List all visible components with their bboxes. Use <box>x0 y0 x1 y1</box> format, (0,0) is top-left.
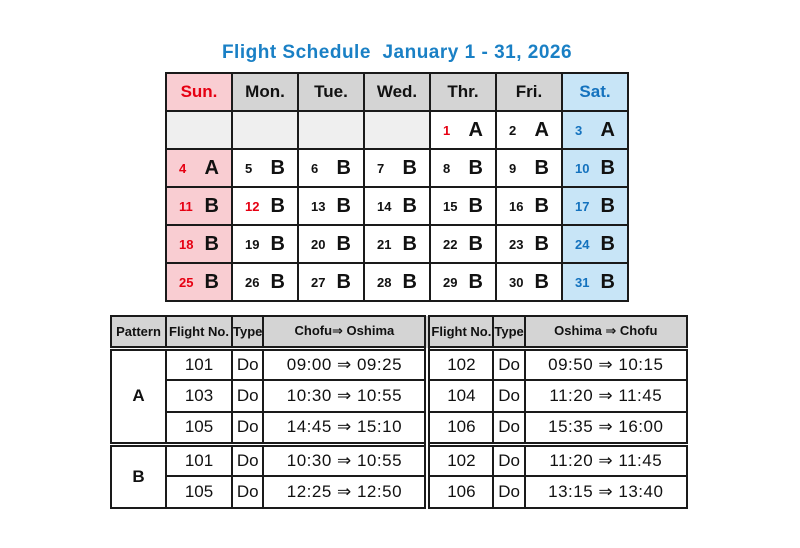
aircraft-type-cell: Do <box>232 348 263 380</box>
page-title: Flight Schedule January 1 - 31, 2026 <box>221 42 573 63</box>
outbound-time-cell: 14:45 ⇒ 15:10 <box>263 412 427 444</box>
pattern-letter: B <box>270 157 285 179</box>
calendar-date: 24 <box>575 236 590 252</box>
calendar-cell <box>496 149 562 187</box>
flight-number-cell: 102 <box>427 348 493 380</box>
calendar-date: 11 <box>179 198 193 214</box>
calendar-date: 16 <box>509 198 524 214</box>
calendar-date: 15 <box>443 198 458 214</box>
pattern-letter: A <box>600 119 615 141</box>
calendar-date: 31 <box>575 274 590 290</box>
calendar-cell-blank <box>298 111 364 149</box>
pattern-b-cell: B <box>111 444 166 508</box>
flight-number-cell: 106 <box>427 412 493 444</box>
pattern-letter: B <box>402 195 417 217</box>
pattern-letter: A <box>204 157 219 179</box>
calendar-header-friday: Fri. <box>496 73 562 111</box>
calendar-cell <box>430 225 496 263</box>
calendar-cell <box>430 187 496 225</box>
pattern-letter: B <box>336 157 351 179</box>
calendar-cell <box>298 187 364 225</box>
pattern-letter: B <box>468 233 483 255</box>
calendar-cell <box>364 187 430 225</box>
outbound-time-cell: 12:25 ⇒ 12:50 <box>263 476 427 508</box>
pattern-letter: A <box>534 119 549 141</box>
calendar-date: 23 <box>509 236 524 252</box>
calendar-cell <box>562 187 628 225</box>
timetable-header-type-inbound: Type <box>493 316 524 348</box>
outbound-time-cell: 10:30 ⇒ 10:55 <box>263 380 427 412</box>
pattern-letter: B <box>336 195 351 217</box>
aircraft-type-cell: Do <box>493 476 524 508</box>
inbound-time-cell: 15:35 ⇒ 16:00 <box>525 412 687 444</box>
pattern-letter: B <box>204 271 219 293</box>
aircraft-type-cell: Do <box>493 412 524 444</box>
calendar-cell <box>430 149 496 187</box>
calendar-cell <box>232 149 298 187</box>
timetable <box>110 315 688 509</box>
timetable-header-type-outbound: Type <box>232 316 263 348</box>
calendar-cell <box>430 263 496 301</box>
calendar-cell <box>166 225 232 263</box>
calendar-header-thursday: Thr. <box>430 73 496 111</box>
calendar-date: 2 <box>509 122 517 138</box>
calendar-date: 28 <box>377 274 392 290</box>
pattern-letter: B <box>468 157 483 179</box>
flight-number-cell: 105 <box>166 412 232 444</box>
pattern-letter: B <box>534 233 549 255</box>
pattern-a-cell: A <box>111 348 166 444</box>
calendar-cell <box>364 263 430 301</box>
calendar-week-row <box>166 225 628 263</box>
calendar-week-row <box>166 111 628 149</box>
calendar-date: 19 <box>245 236 260 252</box>
inbound-time-cell: 11:20 ⇒ 11:45 <box>525 444 687 476</box>
pattern-letter: B <box>336 271 351 293</box>
calendar-date: 12 <box>245 198 260 214</box>
aircraft-type-cell: Do <box>493 444 524 476</box>
pattern-letter: B <box>204 233 219 255</box>
calendar-cell <box>364 149 430 187</box>
aircraft-type-cell: Do <box>232 476 263 508</box>
inbound-time-cell: 09:50 ⇒ 10:15 <box>525 348 687 380</box>
calendar-cell-blank <box>232 111 298 149</box>
calendar-date: 30 <box>509 274 524 290</box>
timetable-header-row <box>111 316 687 348</box>
calendar-date: 1 <box>443 122 451 138</box>
timetable-row <box>111 476 687 508</box>
calendar-cell <box>298 149 364 187</box>
pattern-letter: B <box>402 157 417 179</box>
outbound-time-cell: 09:00 ⇒ 09:25 <box>263 348 427 380</box>
flight-number-cell: 105 <box>166 476 232 508</box>
outbound-time-cell: 10:30 ⇒ 10:55 <box>263 444 427 476</box>
timetable-header-outbound-route: Chofu⇒ Oshima <box>263 316 427 348</box>
calendar-date: 14 <box>377 198 392 214</box>
calendar-cell <box>562 111 628 149</box>
calendar-week-row <box>166 149 628 187</box>
pattern-letter: B <box>204 195 219 217</box>
calendar-header-monday: Mon. <box>232 73 298 111</box>
inbound-time-cell: 13:15 ⇒ 13:40 <box>525 476 687 508</box>
timetable-header-flight-no-outbound: Flight No. <box>166 316 232 348</box>
pattern-letter: A <box>468 119 483 141</box>
flight-number-cell: 103 <box>166 380 232 412</box>
flight-number-cell: 102 <box>427 444 493 476</box>
pattern-letter: B <box>600 233 615 255</box>
aircraft-type-cell: Do <box>493 380 524 412</box>
calendar-date: 21 <box>377 236 392 252</box>
calendar-header-row <box>166 73 628 111</box>
timetable-row <box>111 412 687 444</box>
pattern-letter: B <box>600 157 615 179</box>
calendar-cell <box>364 225 430 263</box>
calendar-cell <box>496 225 562 263</box>
calendar-cell <box>430 111 496 149</box>
pattern-letter: B <box>468 271 483 293</box>
calendar-cell <box>166 149 232 187</box>
calendar-date: 10 <box>575 160 590 176</box>
calendar-date: 6 <box>311 160 319 176</box>
pattern-letter: B <box>600 195 615 217</box>
calendar-cell <box>298 263 364 301</box>
pattern-letter: B <box>270 195 285 217</box>
inbound-time-cell: 11:20 ⇒ 11:45 <box>525 380 687 412</box>
calendar-date: 26 <box>245 274 260 290</box>
pattern-letter: B <box>468 195 483 217</box>
calendar-cell <box>496 187 562 225</box>
calendar-cell <box>562 149 628 187</box>
timetable-header-flight-no-inbound: Flight No. <box>427 316 493 348</box>
calendar-header-wednesday: Wed. <box>364 73 430 111</box>
pattern-letter: B <box>402 233 417 255</box>
calendar-cell-blank <box>166 111 232 149</box>
aircraft-type-cell: Do <box>232 380 263 412</box>
calendar-cell <box>166 263 232 301</box>
calendar-date: 4 <box>179 160 187 176</box>
calendar-table <box>165 72 629 302</box>
pattern-letter: B <box>534 195 549 217</box>
calendar-date: 25 <box>179 274 194 290</box>
timetable-header-inbound-route: Oshima ⇒ Chofu <box>525 316 687 348</box>
calendar-cell <box>232 263 298 301</box>
flight-number-cell: 101 <box>166 444 232 476</box>
pattern-letter: B <box>534 157 549 179</box>
timetable-header-pattern: Pattern <box>111 316 166 348</box>
pattern-letter: B <box>534 271 549 293</box>
calendar-cell <box>562 225 628 263</box>
timetable-row <box>111 380 687 412</box>
flight-number-cell: 106 <box>427 476 493 508</box>
calendar-cell <box>562 263 628 301</box>
pattern-letter: B <box>270 233 285 255</box>
timetable-row <box>111 444 687 476</box>
calendar-date: 17 <box>575 198 590 214</box>
calendar-date: 27 <box>311 274 326 290</box>
calendar-date: 8 <box>443 160 451 176</box>
aircraft-type-cell: Do <box>232 412 263 444</box>
pattern-letter: B <box>270 271 285 293</box>
flight-number-cell: 104 <box>427 380 493 412</box>
calendar-date: 9 <box>509 160 517 176</box>
pattern-letter: B <box>402 271 417 293</box>
calendar-date: 22 <box>443 236 458 252</box>
calendar-date: 7 <box>377 160 385 176</box>
calendar-date: 3 <box>575 122 583 138</box>
calendar-cell <box>496 263 562 301</box>
calendar-cell <box>298 225 364 263</box>
calendar-date: 29 <box>443 274 458 290</box>
calendar-cell <box>166 187 232 225</box>
calendar-header-sunday: Sun. <box>166 73 232 111</box>
timetable-row <box>111 348 687 380</box>
calendar-cell <box>232 225 298 263</box>
aircraft-type-cell: Do <box>232 444 263 476</box>
calendar-date: 13 <box>311 198 326 214</box>
calendar-date: 18 <box>179 236 194 252</box>
flight-number-cell: 101 <box>166 348 232 380</box>
calendar-cell <box>496 111 562 149</box>
calendar-cell <box>232 187 298 225</box>
calendar-header-saturday: Sat. <box>562 73 628 111</box>
calendar-week-row <box>166 187 628 225</box>
calendar-week-row <box>166 263 628 301</box>
calendar-cell-blank <box>364 111 430 149</box>
calendar-date: 20 <box>311 236 326 252</box>
pattern-letter: B <box>600 271 615 293</box>
calendar-date: 5 <box>245 160 253 176</box>
aircraft-type-cell: Do <box>493 348 524 380</box>
calendar-header-tuesday: Tue. <box>298 73 364 111</box>
pattern-letter: B <box>336 233 351 255</box>
